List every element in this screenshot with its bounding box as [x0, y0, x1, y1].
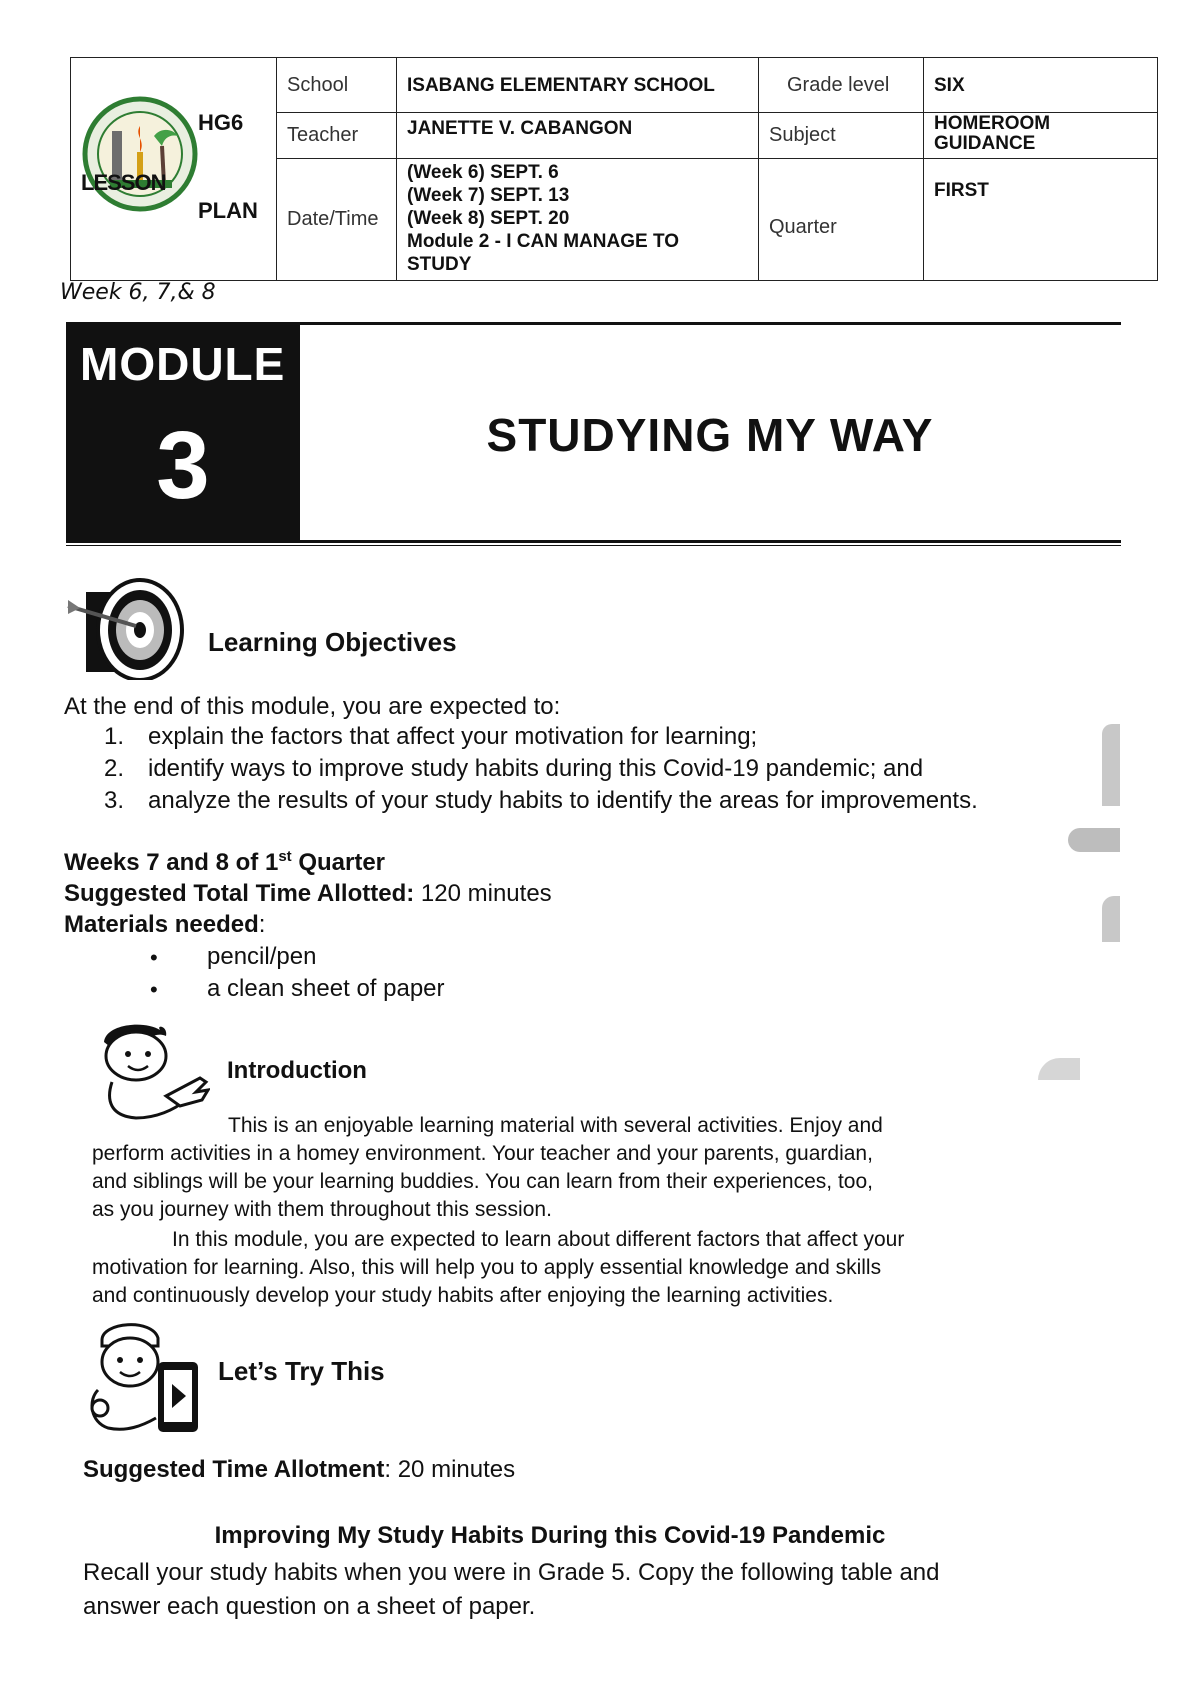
materials-heading: [64, 911, 265, 939]
module-number-box: [66, 323, 300, 543]
logo-label-plan: PLAN: [198, 198, 258, 223]
objective-item: [104, 723, 757, 751]
logo-cell: [71, 58, 277, 281]
objective-item: [104, 755, 923, 783]
try-this-time-label: Suggested Time Allotment: [83, 1456, 385, 1483]
teacher-label: Teacher: [277, 113, 397, 159]
total-time-label: Suggested Total Time Allotted:: [64, 880, 415, 907]
paragraph-line: motivation for learning. Also, this will help you to apply essential knowledge and skills: [92, 1256, 882, 1279]
logo-label-lesson: LESSON: [81, 170, 166, 195]
decorative-shape: [1102, 896, 1120, 942]
module-word: MODULE: [80, 338, 286, 390]
subject-value: [924, 113, 1158, 159]
objective-item: [104, 787, 978, 815]
materials-colon: :: [258, 911, 266, 938]
date-line: Module 2 - I CAN MANAGE TO: [407, 231, 679, 252]
objective-text: analyze the results of your study habits to identify the areas for improvements.: [148, 787, 978, 814]
objective-number: 2.: [104, 755, 125, 782]
total-time: [64, 880, 552, 908]
subject-label: Subject: [759, 113, 924, 159]
objective-text: identify ways to improve study habits during this Covid-19 pandemic; and: [148, 755, 924, 782]
grade-value: SIX: [924, 58, 1158, 113]
banner-rule-bottom-thin: [66, 545, 1121, 546]
activity-instructions: [83, 1556, 1045, 1624]
weeks-quarter: [64, 848, 385, 877]
subject-value-line: GUIDANCE: [934, 133, 1036, 154]
activity-heading: Improving My Study Habits During this Covid-19 Pandemic: [214, 1522, 886, 1549]
introduction-paragraph-1: [92, 1112, 1058, 1224]
paragraph-line: This is an enjoyable learning material with several activities. Enjoy and: [228, 1114, 883, 1137]
objective-number: 3.: [104, 787, 125, 814]
objectives-intro: At the end of this module, you are expected to:: [64, 693, 561, 720]
weeks-quarter-sup: st: [278, 848, 292, 865]
decorative-shape: [1102, 724, 1120, 806]
logo-label-hg6: HG6: [198, 110, 244, 135]
objectives-title: Learning Objectives: [208, 627, 457, 657]
paragraph-line: perform activities in a homey environment. Your teacher and your parents, guardian,: [92, 1142, 873, 1165]
paragraph-line: Recall your study habits when you were in Grade 5. Copy the following table and: [83, 1559, 940, 1586]
quarter-value: FIRST: [924, 159, 1158, 281]
date-line: (Week 7) SEPT. 13: [407, 185, 570, 206]
objective-number: 1.: [104, 723, 125, 750]
module-title: STUDYING MY WAY: [486, 409, 934, 461]
objective-text: explain the factors that affect your motivation for learning;: [148, 723, 758, 750]
boy-video-icon: [82, 1318, 204, 1436]
try-this-time-value: : 20 minutes: [384, 1456, 516, 1483]
weeks-quarter-post: Quarter: [291, 849, 386, 876]
try-this-time: [83, 1456, 515, 1484]
date-label: Date/Time: [277, 159, 397, 281]
school-label: School: [277, 58, 397, 113]
weeks-quarter-pre: Weeks 7 and 8 of 1: [64, 849, 279, 876]
date-line: STUDY: [407, 254, 472, 275]
banner-rule-bottom: [66, 540, 1121, 543]
lesson-plan-header-table: [70, 57, 1158, 281]
target-arrow-icon: [66, 572, 192, 680]
school-value: ISABANG ELEMENTARY SCHOOL: [397, 58, 759, 113]
quarter-label: Quarter: [759, 159, 924, 281]
paragraph-line: as you journey with them throughout this session.: [92, 1198, 552, 1221]
try-this-title: Let’s Try This: [218, 1356, 385, 1386]
module-number: 3: [156, 412, 210, 519]
teacher-value: JANETTE V. CABANGON: [397, 113, 759, 159]
paragraph-line: and siblings will be your learning buddies. You can learn from their experiences, too,: [92, 1170, 873, 1193]
decorative-shape: [1068, 828, 1120, 852]
weeks-line: Week 6, 7,& 8: [60, 280, 216, 305]
date-line: (Week 8) SEPT. 20: [407, 208, 570, 229]
bullet: •: [150, 945, 158, 970]
material-item: a clean sheet of paper: [207, 975, 445, 1002]
boy-pointing-icon: [96, 1020, 210, 1120]
material-item: pencil/pen: [207, 943, 317, 970]
subject-value-line: HOMEROOM: [934, 113, 1051, 134]
total-time-value: 120 minutes: [414, 880, 552, 907]
materials-label: Materials needed: [64, 911, 259, 938]
introduction-title: Introduction: [227, 1057, 367, 1084]
decorative-shape: [1038, 1058, 1080, 1080]
bullet: •: [150, 977, 158, 1002]
grade-label: Grade level: [759, 58, 924, 113]
introduction-paragraph-2: [92, 1226, 1058, 1310]
date-value: [397, 159, 759, 281]
paragraph-line: In this module, you are expected to learn about different factors that affect your: [172, 1228, 905, 1251]
paragraph-line: and continuously develop your study habits after enjoying the learning activities.: [92, 1284, 834, 1307]
paragraph-line: answer each question on a sheet of paper.: [83, 1593, 536, 1620]
date-line: (Week 6) SEPT. 6: [407, 162, 559, 183]
